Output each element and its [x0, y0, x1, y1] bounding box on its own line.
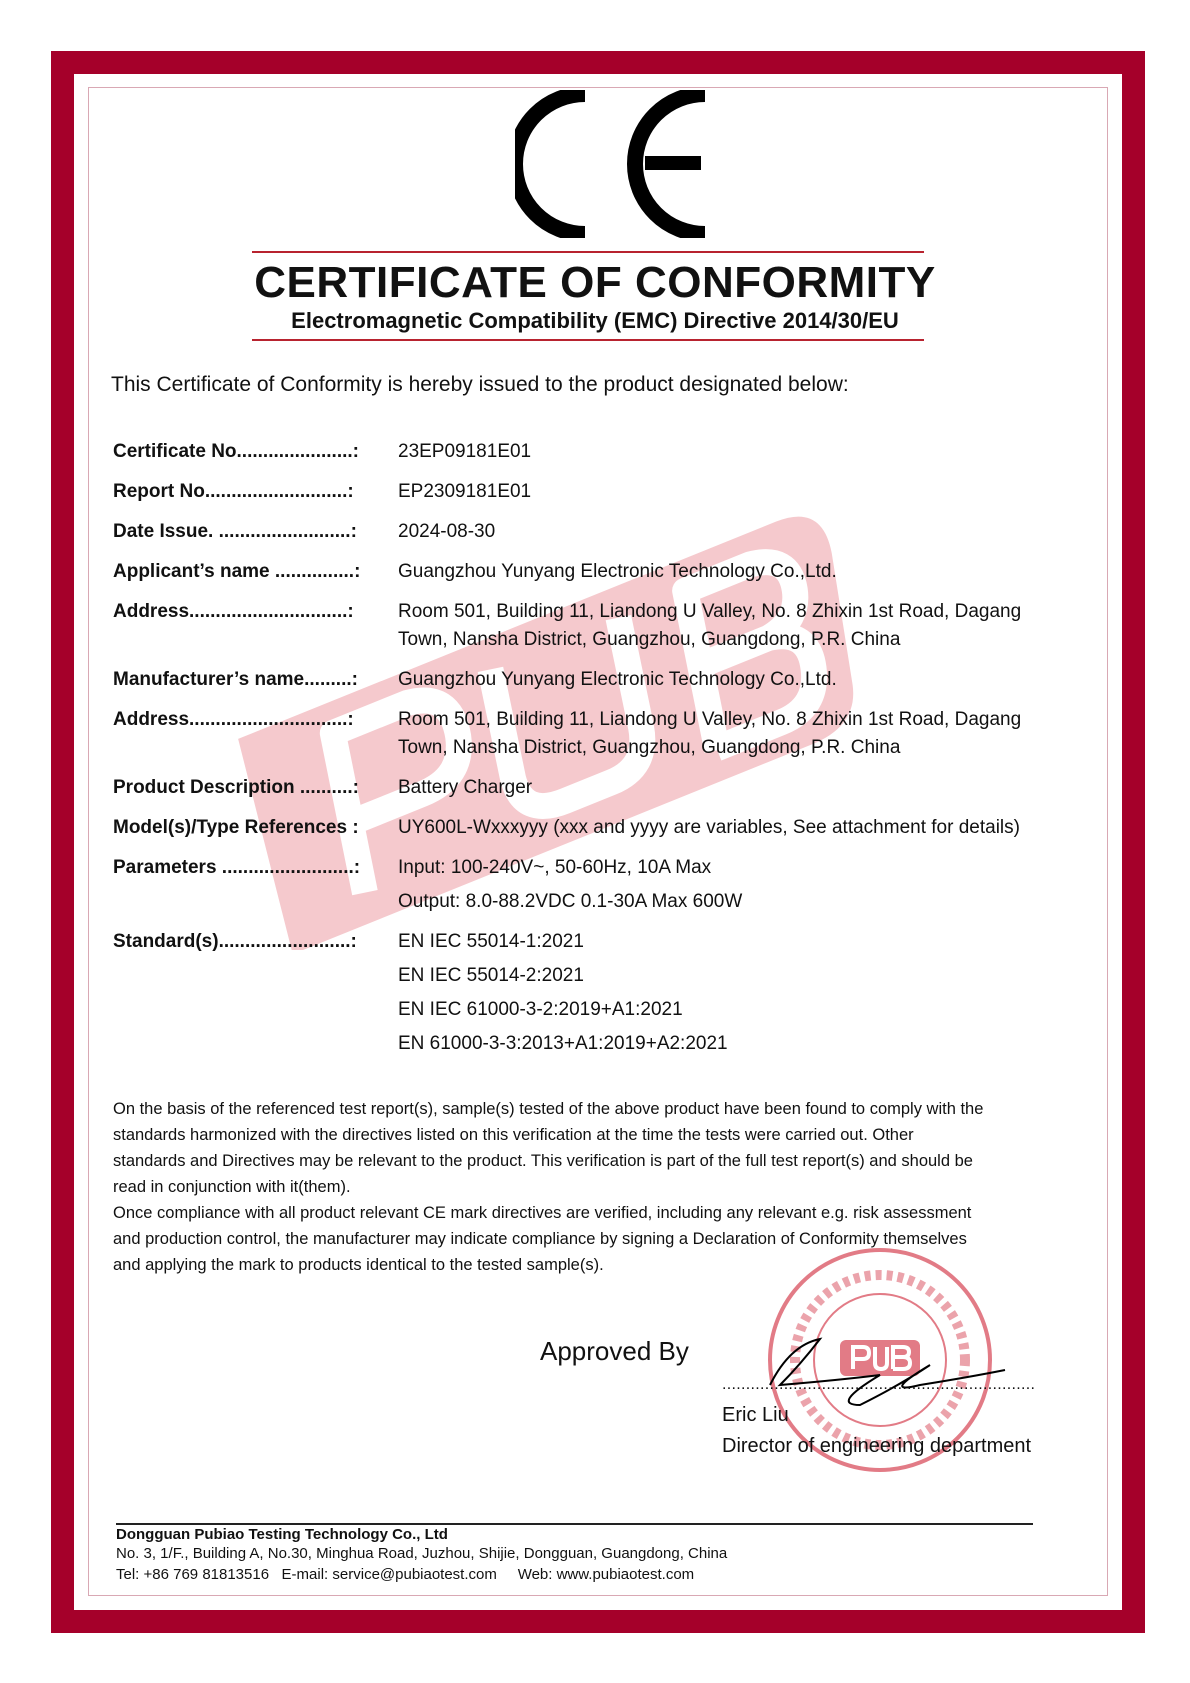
body-text-line: standards harmonized with the directives listed on this verification at the time the tests were carried out. Other	[113, 1126, 914, 1144]
signer-name: Eric Liu	[722, 1404, 789, 1426]
field-label: Standard(s).........................:	[113, 931, 357, 952]
field-value: 2024-08-30	[398, 521, 496, 542]
field-value: Battery Charger	[398, 777, 533, 798]
field-value: Guangzhou Yunyang Electronic Technology Co.,Ltd.	[398, 561, 837, 582]
field-label: Product Description ..........:	[113, 777, 359, 798]
field-value: EN IEC 55014-1:2021	[398, 931, 584, 952]
field-value: EN IEC 55014-2:2021	[398, 965, 584, 986]
body-text-line: and production control, the manufacturer may indicate compliance by signing a Declaration of Conformity themselves	[113, 1230, 967, 1248]
field-label: Parameters .........................:	[113, 857, 361, 878]
field-label: Report No...........................:	[113, 481, 354, 502]
footer-contact: Tel: +86 769 81813516 E-mail: service@pubiaotest.com Web: www.pubiaotest.com	[116, 1566, 695, 1583]
field-label: Model(s)/Type References :	[113, 817, 359, 838]
title-rule-top	[252, 251, 924, 253]
field-value: Town, Nansha District, Guangzhou, Guangdong, P.R. China	[398, 629, 901, 650]
ce-mark-logo	[515, 90, 720, 238]
footer-address: No. 3, 1/F., Building A, No.30, Minghua Road, Juzhou, Shijie, Dongguan, Guangdong, China	[116, 1545, 728, 1562]
signature	[760, 1325, 1010, 1415]
title-rule-bottom	[252, 339, 924, 341]
body-text-line: read in conjunction with it(them).	[113, 1178, 351, 1196]
footer-company: Dongguan Pubiao Testing Technology Co., Ltd	[116, 1526, 448, 1543]
body-text-line: On the basis of the referenced test report(s), sample(s) tested of the above product have been found to comply with the	[113, 1100, 984, 1118]
body-text-line: and applying the mark to products identical to the tested sample(s).	[113, 1256, 604, 1274]
field-value: UY600L-Wxxxyyy (xxx and yyyy are variables, See attachment for details)	[398, 817, 1020, 838]
body-text-line: standards and Directives may be relevant to the product. This verification is part of the full test report(s) and should be	[113, 1152, 973, 1170]
field-label: Address..............................:	[113, 709, 354, 730]
field-label: Applicant’s name ...............:	[113, 561, 361, 582]
field-value: Room 501, Building 11, Liandong U Valley, No. 8 Zhixin 1st Road, Dagang	[398, 601, 1022, 622]
signature-line: ..................................................................	[722, 1376, 1036, 1393]
field-value: EN 61000-3-3:2013+A1:2019+A2:2021	[398, 1033, 728, 1054]
field-value: EN IEC 61000-3-2:2019+A1:2021	[398, 999, 683, 1020]
directive-subtitle: Electromagnetic Compatibility (EMC) Directive 2014/30/EU	[291, 308, 899, 333]
field-label: Manufacturer’s name.........:	[113, 669, 358, 690]
signer-title: Director of engineering department	[722, 1435, 1032, 1457]
field-label: Certificate No......................:	[113, 441, 359, 462]
approved-by-label: Approved By	[540, 1336, 689, 1366]
field-value: EP2309181E01	[398, 481, 532, 502]
intro-text: This Certificate of Conformity is hereby issued to the product designated below:	[111, 373, 849, 396]
body-text-line: Once compliance with all product relevant CE mark directives are verified, including any relevant e.g. risk assessment	[113, 1204, 972, 1222]
field-value: Guangzhou Yunyang Electronic Technology Co.,Ltd.	[398, 669, 837, 690]
field-value: Room 501, Building 11, Liandong U Valley, No. 8 Zhixin 1st Road, Dagang	[398, 709, 1022, 730]
field-label: Address..............................:	[113, 601, 354, 622]
field-label: Date Issue. .........................:	[113, 521, 357, 542]
field-value: Output: 8.0-88.2VDC 0.1-30A Max 600W	[398, 891, 743, 912]
field-value: 23EP09181E01	[398, 441, 532, 462]
certificate-title: CERTIFICATE OF CONFORMITY	[254, 258, 936, 307]
field-value: Input: 100-240V~, 50-60Hz, 10A Max	[398, 857, 712, 878]
footer-rule	[116, 1523, 1033, 1525]
field-value: Town, Nansha District, Guangzhou, Guangdong, P.R. China	[398, 737, 901, 758]
